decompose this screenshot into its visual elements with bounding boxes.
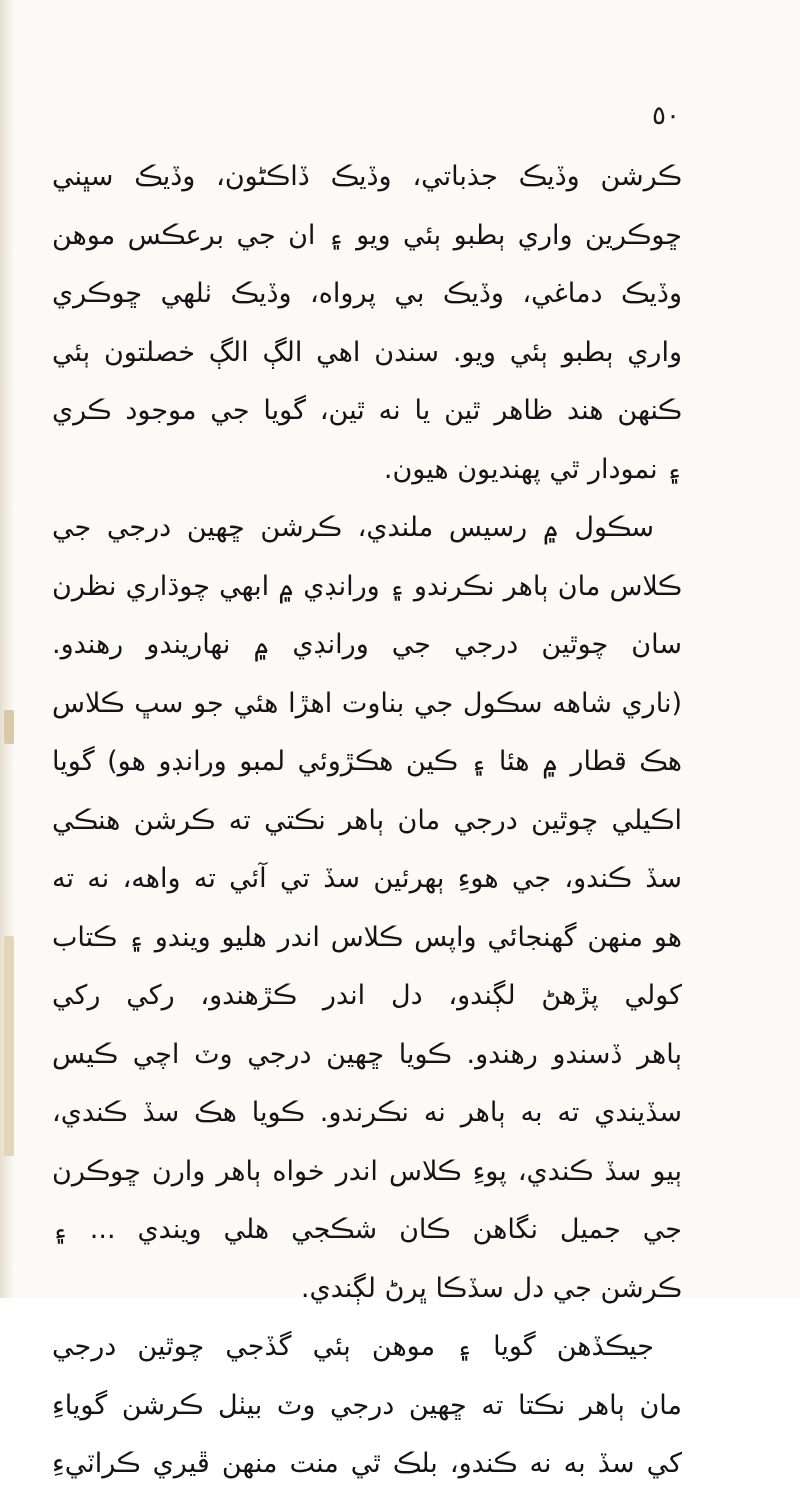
- text-line: سڪول ۾ رسيس ملندي، ڪرشن ڇهين درجي جي: [52, 512, 654, 543]
- text-line: ڇوڪرين واري ٻطبو ٻئي ويو ۽ ان جي برعڪس موهن: [52, 219, 682, 251]
- text-line: هڪ قطار ۾ هئا ۽ ڪين هڪڙوئي لمبو ورانڊو هو) گويا: [52, 746, 682, 777]
- text-line: سڏيندي ته به ٻاهر نه نڪرندو. ڪويا هڪ سڏ ڪندي،: [52, 1097, 682, 1128]
- paper-stain: [4, 936, 14, 1156]
- text-line: ڪرشن وڏيڪ جذباتي، وڏيڪ ڏاڪڻون، وڏيڪ سڀني: [52, 161, 682, 192]
- page-spine-shadow: [0, 0, 14, 1298]
- text-line: ڪنهن هند ظاهر ٿين يا نه ٿين، گويا جي موجود ڪري: [52, 395, 682, 426]
- text-line: سڏ ڪندو، جي هوءِ ٻهرئين سڏ تي آئي ته واهه، نه ته: [52, 863, 682, 894]
- text-line: سان چوٿين درجي جي ورانڊي ۾ نهاريندو رهندو.: [52, 629, 682, 660]
- text-line: کي سڏ به نه ڪندو، بلڪ ٿي منت منهن ڦيري ڪراٽيءِ: [52, 1448, 682, 1479]
- text-line: اڪيلي چوٿين درجي مان ٻاهر نڪتي ته ڪرشن هنڪي: [52, 804, 682, 836]
- text-line: مان ٻاهر نڪتا ته ڇهين درجي وٽ بيٺل ڪرشن گوياءِ: [52, 1389, 682, 1421]
- text-line: هو منهن گهنجائي واپس ڪلاس اندر هليو ويندو ۽ ڪتاب: [52, 921, 682, 953]
- text-line: واري ٻطبو ٻئي ويو. سندن اهي الڳ الڳ خصلتون ٻئي: [52, 336, 682, 368]
- text-line: ڪلاس مان ٻاهر نڪرندو ۽ ورانڊي ۾ ابهي چوڌاري نظرن: [52, 570, 682, 602]
- text-line: وڏيڪ دماغي، وڏيڪ بي پرواه، وڏيڪ ٺلهي ڇوڪري: [52, 278, 682, 309]
- text-line: ٻاهر ڏسندو رهندو. ڪويا ڇهين درجي وٽ اچي ڪيس: [52, 1038, 682, 1070]
- text-line: ٻيو سڏ ڪندي، پوءِ ڪلاس اندر خواه ٻاهر وارن ڇوڪرن: [52, 1155, 682, 1187]
- text-line: کولي پڙهڻ لڳندو، دل اندر ڪڙهندو، رکي رکي: [52, 980, 682, 1011]
- text-line: ۽ نمودار ٿي پهنديون هيون.: [383, 453, 682, 485]
- body-text: [52, 148, 682, 1494]
- page-number: ٥٠: [652, 101, 680, 131]
- text-line: ڪرشن جي دل سڏڪا ڀرڻ لڳندي.: [300, 1272, 682, 1304]
- text-line: (ناري شاهه سڪول جي بناوت اهڙا هئي جو سڀ ڪلاس: [52, 687, 682, 719]
- text-line: جيڪڏهن گويا ۽ موهن ٻئي گڏجي چوٿين درجي: [52, 1331, 654, 1362]
- text-line: جي جميل نگاهن ڪان شڪجي هلي ويندي ... ۽: [52, 1214, 682, 1245]
- paper-stain: [4, 710, 14, 744]
